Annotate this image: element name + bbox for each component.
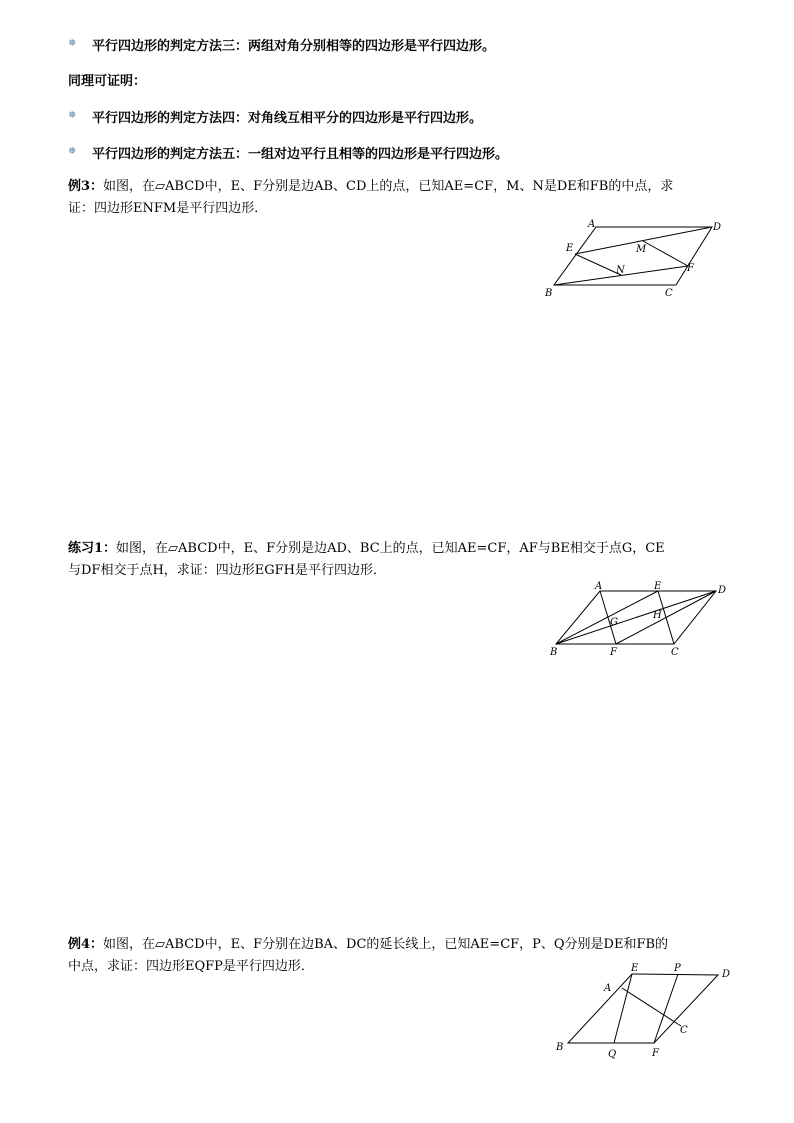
point-label-f: F [687,263,694,274]
segment-mf [643,241,688,266]
example-4-label: 例4： [68,937,104,952]
snowflake-bullet-icon: ❅ [68,38,77,49]
point-label-c: C [665,288,673,299]
example-4-line-2: 中点，求证：四边形EQFP是平行四边形． [68,959,314,974]
point-label-a: A [588,219,596,230]
practice-1-line-2: 与DF相交于点H，求证：四边形EGFH是平行四边形． [68,563,387,578]
segment-pf [654,974,678,1043]
point-label-c: C [671,647,679,658]
example-3-figure [530,215,730,305]
point-label-b: B [556,1042,564,1053]
point-label-d: D [722,969,731,980]
point-label-b: B [545,288,553,299]
point-label-b: B [550,647,558,658]
point-label-e: E [654,581,662,592]
point-label-d: D [718,585,727,596]
segment-df [616,591,716,644]
snowflake-bullet-icon: ❅ [68,110,77,121]
practice-1-label: 练习1： [68,541,117,556]
point-label-a: A [604,983,612,994]
point-label-m: M [636,244,647,255]
example-3-line-1: 如图，在▱ABCD中，E、F分别是边AB、CD上的点，已知AE=CF，M、N是DE和FB的中点，求 [103,179,674,194]
point-label-g: G [610,617,618,628]
practice-1-figure [540,578,740,663]
point-label-n: N [616,265,625,276]
point-label-f: F [652,1048,659,1059]
point-label-a: A [595,581,603,592]
point-label-e: E [566,243,574,254]
segment-en [575,254,621,275]
theorem-5-text: 平行四边形的判定方法五：一组对边平行且相等的四边形是平行四边形。 [92,147,509,162]
parallelogram-abcd [554,227,712,285]
practice-1-problem [68,538,730,582]
point-label-h: H [653,610,662,621]
example-3-line-2: 证：四边形ENFM是平行四边形． [68,201,268,216]
snowflake-bullet-icon: ❅ [68,146,77,157]
theorem-4-text: 平行四边形的判定方法四：对角线互相平分的四边形是平行四边形。 [92,111,483,126]
segment-be [556,591,658,644]
point-label-q: Q [608,1049,617,1060]
segment-bd [556,591,716,644]
point-label-f: F [610,647,617,658]
theorem-3-text: 平行四边形的判定方法三：两组对角分别相等的四边形是平行四边形。 [92,39,496,54]
example-3-label: 例3： [68,179,104,194]
point-label-d: D [713,222,722,233]
practice-1-line-1: 如图，在▱ABCD中，E、F分别是边AD、BC上的点，已知AE=CF，AF与BE相交于点G，CE [116,541,665,556]
parallelogram-ebfd [568,974,718,1043]
point-label-e: E [631,963,639,974]
example-4-figure [548,958,738,1063]
point-label-c: C [680,1025,688,1036]
example-4-line-1: 如图，在▱ABCD中，E、F分别在边BA、DC的延长线上，已知AE=CF，P、Q分别是DE和FB的 [103,937,669,952]
example-3-problem [68,176,730,220]
segment-ac [622,988,681,1026]
similar-proof-note: 同理可证明： [68,74,147,89]
point-label-p: P [674,963,681,974]
